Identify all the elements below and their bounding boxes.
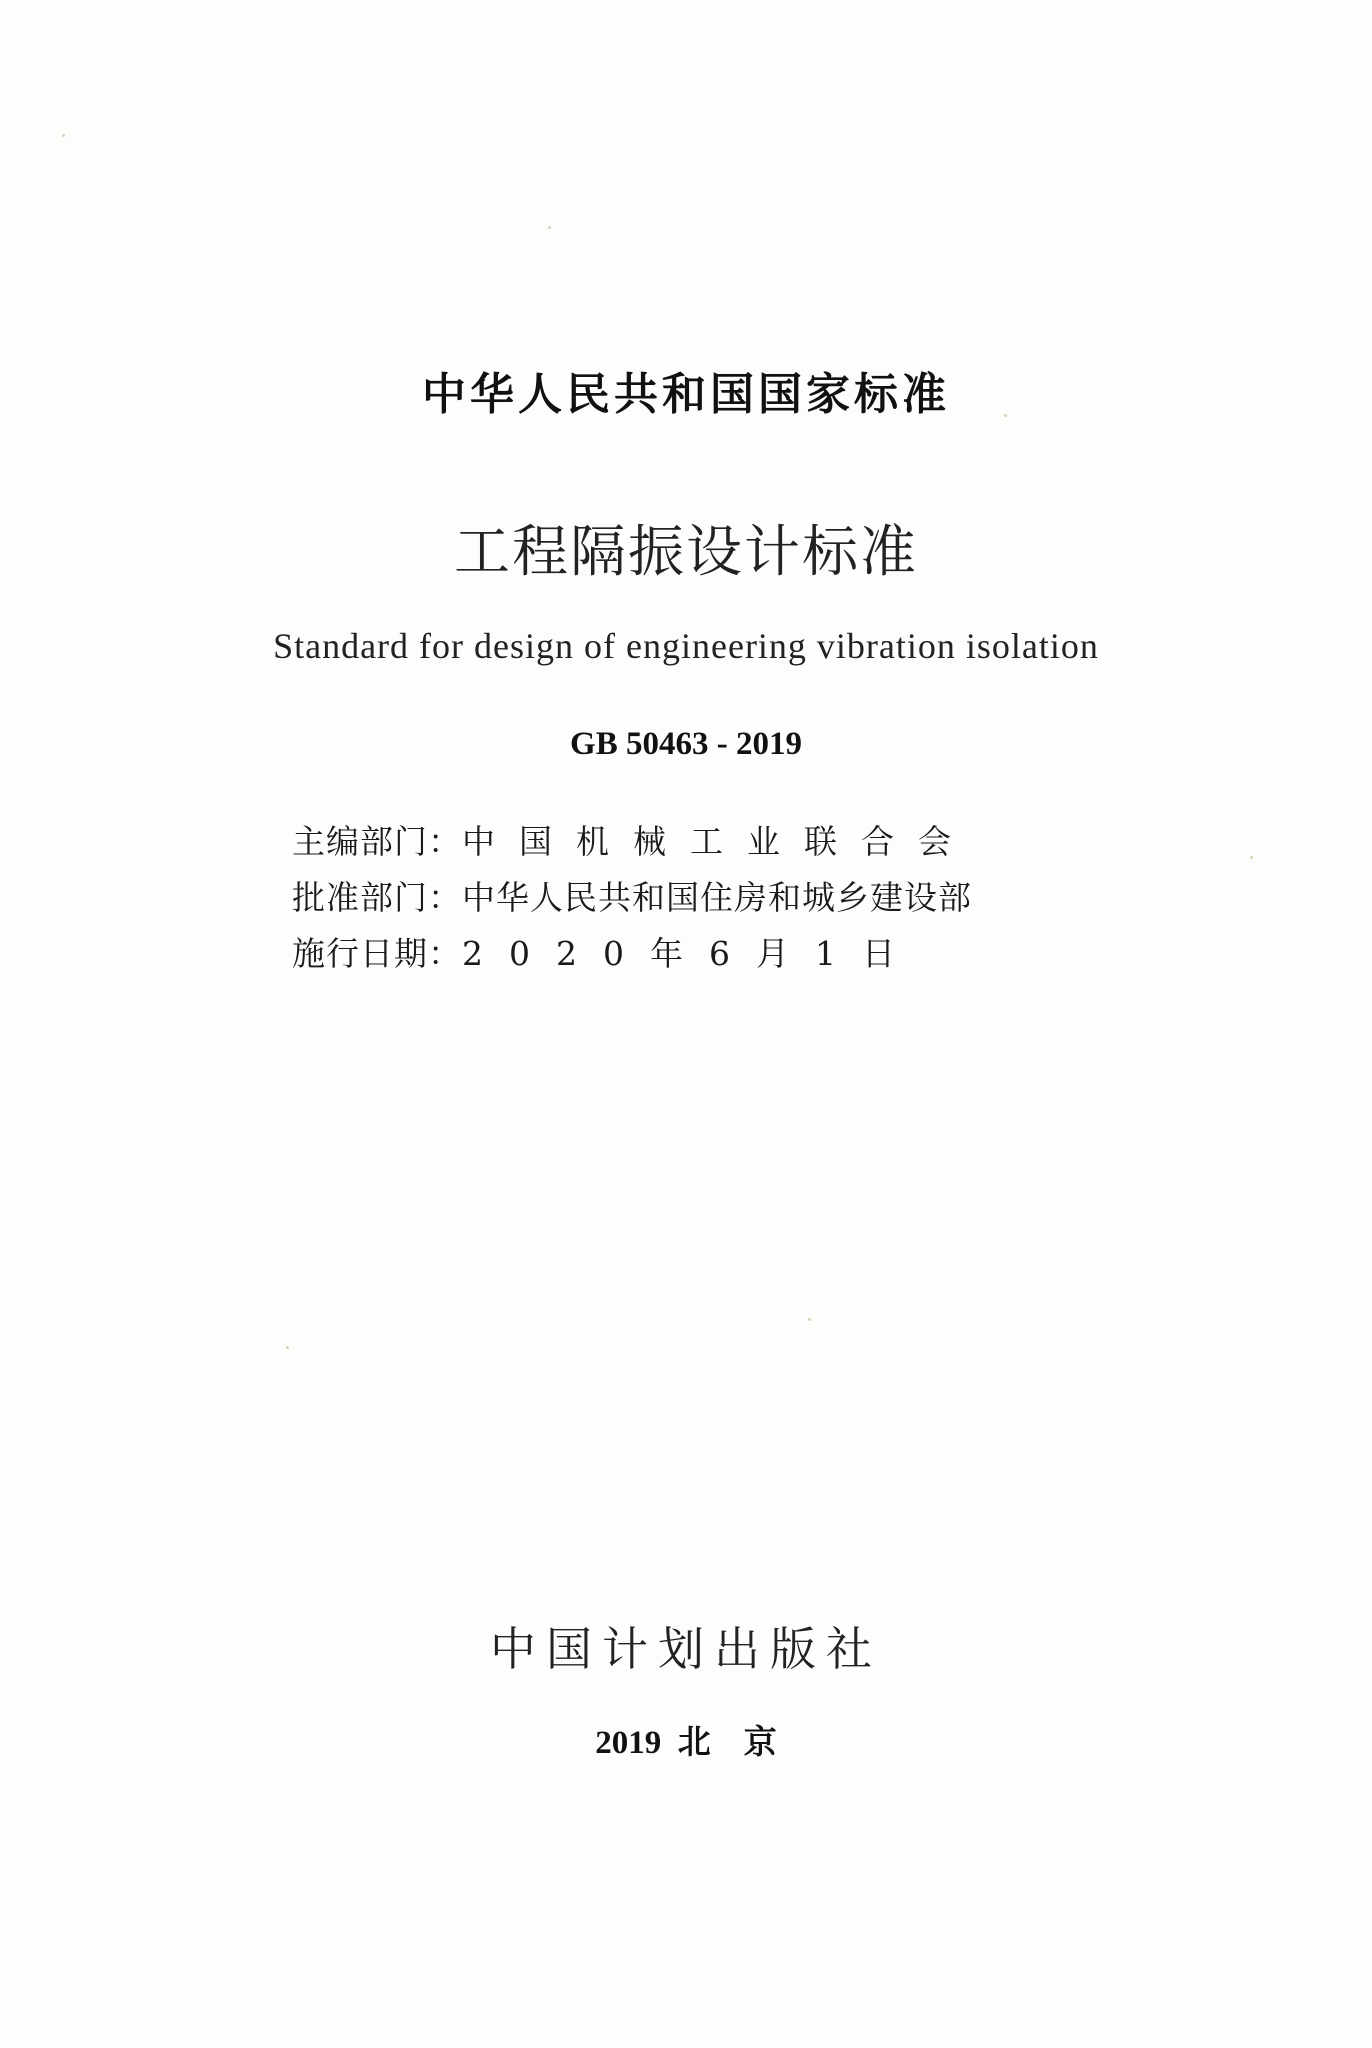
publisher-name: 中国计划出版社 (490, 1622, 882, 1676)
paper-speck (548, 226, 551, 229)
effective-date-row (292, 928, 1072, 984)
approval-value: 中华人民共和国住房和城乡建设部 (462, 878, 972, 917)
paper-speck (808, 1318, 811, 1321)
publication-year-place: 2019 北 京 (595, 1725, 777, 1761)
chief-editor-value: 中国机械工业联合会 (462, 822, 975, 861)
national-standard-heading: 中华人民共和国国家标准 (422, 369, 950, 420)
standard-title-english: Standard for design of engineering vibration isolation (273, 626, 1099, 666)
paper-speck (1250, 856, 1253, 859)
paper-speck (62, 134, 65, 137)
standard-title-chinese: 工程隔振设计标准 (454, 520, 918, 585)
standard-number: GB 50463 - 2019 (570, 726, 802, 762)
paper-speck (286, 1346, 289, 1349)
approval-row (292, 872, 1072, 928)
effective-date-value: 2020年6月1日 (462, 934, 921, 973)
chief-editor-row (292, 816, 1072, 872)
standard-metadata (292, 816, 1072, 984)
chief-editor-label: 主编部门： (292, 822, 462, 861)
approval-label: 批准部门： (292, 878, 462, 917)
effective-date-label: 施行日期： (292, 934, 462, 973)
